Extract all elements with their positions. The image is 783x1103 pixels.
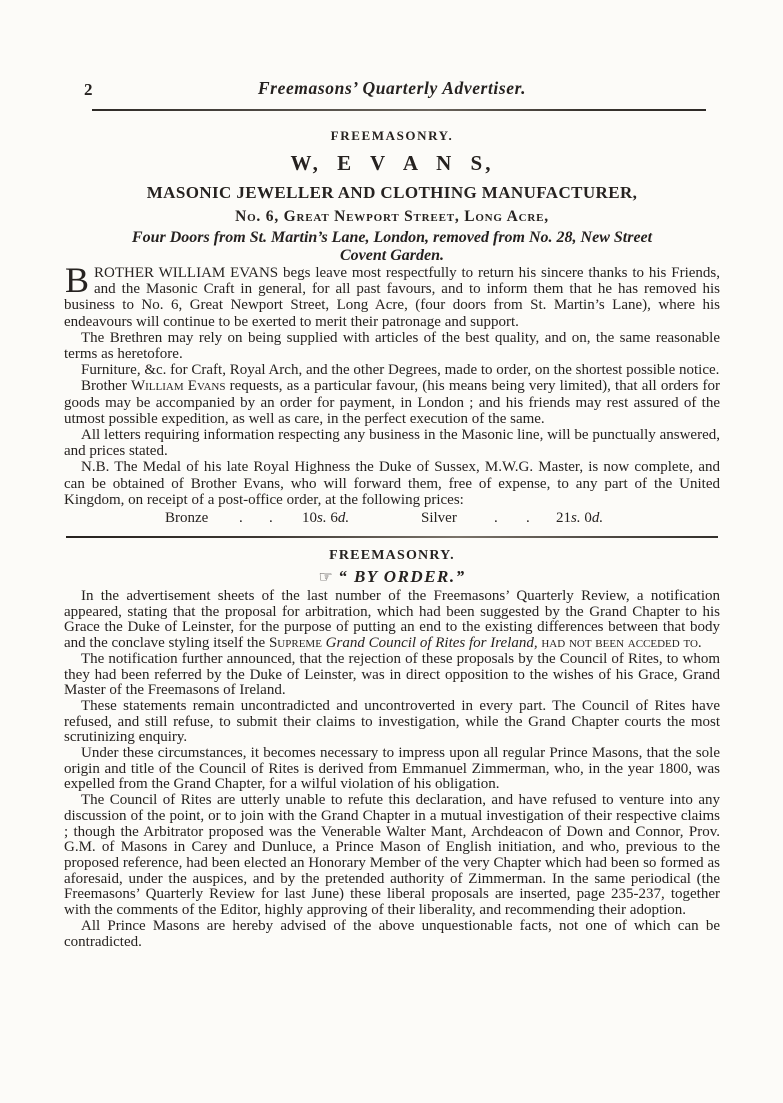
supreme-smallcaps: Supreme: [268, 635, 322, 652]
notice-paragraph-3: These statements remain uncontradicted and uncontroverted in every part. The Council of Rites have refused, and still refuse, to submit their claims to investigation, while the Grand Chapter courts the most scrutinizing enquiry.: [64, 697, 720, 746]
ad-paragraph-5: All letters requiring information respecting any business in the Masonic line, will be punctually answered, and prices stated.: [64, 427, 720, 460]
ad-paragraph-2: The Brethren may rely on being supplied with articles of the best quality, and on, the same reasonable terms as heretofore.: [64, 329, 720, 363]
by-order-text: “ BY ORDER.”: [338, 567, 466, 587]
shilling-unit: s.: [317, 510, 327, 527]
ad-paragraph-nb: N.B. The Medal of his late Royal Highness the Duke of Sussex, M.W.G. Master, is now complete, and can be obtained of Brother Evans, who will forward them, free of expense, to any part of the United Kingdom, on receipt of a post-office order, at the following prices:: [64, 459, 720, 508]
ad-paragraph-1-text: begs leave most respectfully to return his sincere thanks to his Friends, and the Masonic Craft in general, for all past favours, and to inform them that he has removed his business to No. 6, Great Newport Street, Long Acre, (four doors from St. Martin’s Lane), where his endeavours will continue to be exerted to merit their patronage and support.: [64, 265, 720, 330]
advertiser-name-smallcaps: William Evans: [130, 378, 226, 395]
price-value-silver: [556, 510, 603, 527]
council-title-italic: Grand Council of Rites for Ireland,: [321, 635, 538, 652]
silver-pence: 0: [584, 510, 592, 527]
leader-dot: .: [494, 510, 498, 527]
acceded-smallcaps: had not been acceded to.: [537, 635, 702, 652]
bronze-shillings: 10: [302, 510, 317, 527]
notice-paragraph-2: The notification further announced, that the rejection of these proposals by the Council of Rites, to whom they had been referred by the Duke of Leinster, was in direct opposition to the wishes of his Grace, Grand Master of the Freemasons of Ireland.: [64, 650, 720, 699]
advertiser-address-detail: Four Doors from St. Martin’s Lane, London, removed from No. 28, New Street: [131, 229, 653, 246]
drop-cap: B: [65, 260, 90, 300]
ad-paragraph-4-pre: Brother: [81, 378, 131, 395]
pence-unit: d.: [591, 510, 604, 527]
page-number: 2: [84, 80, 93, 99]
section-divider-rule: [66, 536, 718, 538]
notice-paragraph-1: [64, 589, 720, 652]
ad-paragraph-1-caps: ROTHER WILLIAM EVANS: [94, 265, 279, 281]
advertiser-trade-line: MASONIC JEWELLER AND CLOTHING MANUFACTURER,: [146, 183, 638, 202]
ad-paragraph-4-text: requests, as a particular favour, (his means being very limited), that all orders for goods may be accompanied by an order for payment, in London ; and his friends may rest assured of the utmost possible expedition, as well as care, in the perfect execution of the same.: [64, 378, 720, 427]
journal-title: Freemasons’ Quarterly Advertiser.: [257, 78, 527, 98]
manicule-pointing-hand-icon: ☞: [318, 567, 335, 587]
price-label-bronze: Bronze: [165, 510, 209, 527]
advertisement-section: [64, 128, 720, 528]
notice-paragraph-4: Under these circumstances, it becomes necessary to impress upon all regular Prince Masons, that the sole origin and title of the Council of Rites is derived from Emmanuel Zimmerman, who, in the year 1800, was expelled from the Grand Chapter, for a wilful violation of his obligation.: [64, 745, 720, 793]
section-heading: FREEMASONRY.: [330, 128, 454, 143]
bronze-pence: 6: [330, 510, 338, 527]
advertiser-address: No. 6, Great Newport Street, Long Acre,: [235, 208, 549, 225]
notice-paragraph-1-pre: In the advertisement sheets of the last number of the Freemasons’ Quarterly Review, a notification appeared, stating that the proposal for arbitration, which had been suggested by the Grand Chapter to his Grace the Duke of Leinster, for the purpose of putting an end to the existing differences between that body and the conclave styling itself the: [64, 588, 720, 652]
advertiser-address-detail-2: Covent Garden.: [340, 247, 444, 264]
notice-paragraph-6: All Prince Masons are hereby advised of the above unquestionable facts, not one of which can be contradicted.: [64, 917, 720, 950]
leader-dot: .: [269, 510, 273, 527]
price-value-bronze: [302, 510, 349, 527]
ad-paragraph-1: [64, 260, 720, 330]
leader-dot: .: [239, 510, 243, 527]
shilling-unit: s.: [571, 510, 581, 527]
ad-paragraph-3: Furniture, &c. for Craft, Royal Arch, and the other Degrees, made to order, on the shortest possible notice.: [81, 362, 720, 379]
notice-paragraph-5: The Council of Rites are utterly unable to refute this declaration, and have refused to venture into any discussion of the point, or to join with the Grand Chapter in a mutual investigation of their respective claims ; though the Arbitrator proposed was the Venerable Walter Mant, Archdeacon of Down and Connor, Prov. G.M. of Masons in Carey and Dunluce, a Prince Mason of English initiation, and who, previous to the proposed reference, had been elected an Honorary Member of the very Chapter which had been so formed as aforesaid, under the auspices, and by the pretended authority of Zimmerman. In the same periodical (the Freemasons’ Quarterly Review for last June) these liberal proposals are inserted, page 235-237, together with the comments of the Editor, highly approving of their liberality, and recommending their adoption.: [64, 792, 720, 919]
price-label-silver: Silver: [421, 510, 457, 527]
by-order-heading: [64, 567, 720, 587]
ad-paragraph-4: [64, 378, 720, 427]
leader-dot: .: [526, 510, 530, 527]
advertiser-name: W, E V A N S,: [290, 151, 494, 175]
running-header: [64, 78, 720, 104]
notice-heading: FREEMASONRY.: [329, 548, 455, 564]
price-list: [64, 510, 720, 528]
pence-unit: d.: [337, 510, 350, 527]
header-rule: [92, 109, 706, 111]
silver-shillings: 21: [556, 510, 571, 527]
notice-section: [64, 548, 720, 950]
